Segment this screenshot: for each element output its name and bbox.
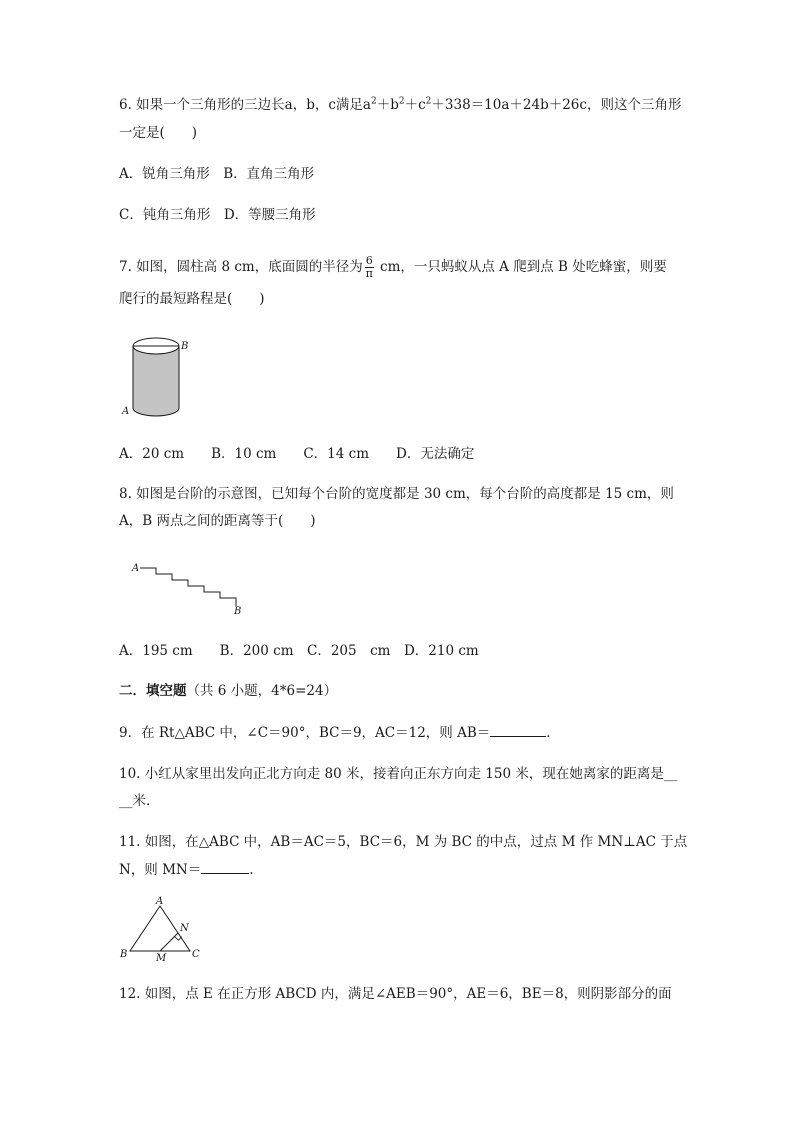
answer-blank[interactable] [490,723,546,737]
triangle-figure [116,894,208,964]
q10-stem-line2: __米． [119,793,160,809]
point-b-label: B [234,606,242,617]
q6-options-ab: A．锐角三角形 B．直角三角形 [119,166,315,182]
point-m-label: M [156,953,167,964]
point-a-label: A [132,563,140,574]
point-b-label: B [120,949,128,960]
q6-stem-text: ＋b [376,97,399,113]
exponent: 2 [425,96,432,107]
q7-stem-text: 7. 如图，圆柱高 8 cm，底面圆的半径为 [119,259,363,275]
q11-stem-line1: 11. 如图，在△ABC 中，AB＝AC＝5，BC＝6，M 为 BC 的中点，过点 M 作 MN⊥AC 于点 [119,834,688,850]
q7-stem-text: cm，一只蚂蚁从点 A 爬到点 B 处吃蜂蜜，则要 [375,259,667,275]
q12-stem-line1: 12. 如图，点 E 在正方形 ABCD 内，满足∠AEB＝90°，AE＝6，BE＝8，则阴影部分的面 [119,986,672,1002]
q9-end: ． [546,725,560,741]
point-b-label: B [181,341,189,352]
q6-stem-text: ＋338＝10a＋24b＋26c，则这个三角形 [431,97,682,113]
q11-end: . [249,862,254,878]
q6-options-cd: C．钝角三角形 D．等腰三角形 [119,207,316,223]
point-n-label: N [180,923,189,934]
answer-blank[interactable] [201,860,249,874]
fraction-numerator: 6 [365,254,373,267]
section-title: 二．填空题 [119,683,187,699]
point-a-label: A [156,896,164,907]
stairs-figure [128,558,248,618]
section-note: （共 6 小题，4*6=24） [186,683,338,699]
point-c-label: C [192,949,200,960]
q9-stem [119,723,560,742]
q8-options: A．195 cm B．200 cm C．205 cm D．210 cm [119,643,479,659]
section-heading [119,682,337,700]
q7-stem-line1 [119,254,667,280]
q11-text: N，则 MN＝ [119,862,202,878]
stairs-outline [140,568,236,606]
q11-stem-line2 [119,860,254,879]
cylinder-body [133,346,179,416]
q6-stem-text: 6. 如果一个三角形的三边长a，b，c满足a [119,97,371,113]
q6-stem-text: ＋c [404,97,426,113]
fraction [365,255,374,280]
q9-text: 9．在 Rt△ABC 中，∠C＝90°，BC＝9，AC＝12，则 AB＝ [119,725,491,741]
q7-options: A．20 cm B．10 cm C．14 cm D．无法确定 [119,446,475,462]
exponent: 2 [370,96,377,107]
q7-stem-line2: 爬行的最短路程是( ) [119,291,265,307]
exponent: 2 [398,96,405,107]
segment-mn [160,933,178,951]
q6-stem-line1 [119,96,681,114]
q6-stem-line2: 一定是( ) [119,125,198,141]
fraction-denominator: π [365,267,373,280]
cylinder-figure [118,330,198,422]
q10-stem-line1: 10. 小红从家里出发向正北方向走 80 米，接着向正东方向走 150 米，现在她离家的距离是__ [119,766,678,782]
q8-stem-line2: A，B 两点之间的距离等于( ) [119,513,316,529]
point-a-label: A [122,406,130,417]
q8-stem-line1: 8. 如图是台阶的示意图，已知每个台阶的宽度都是 30 cm，每个台阶的高度都是 15 cm，则 [119,486,674,502]
